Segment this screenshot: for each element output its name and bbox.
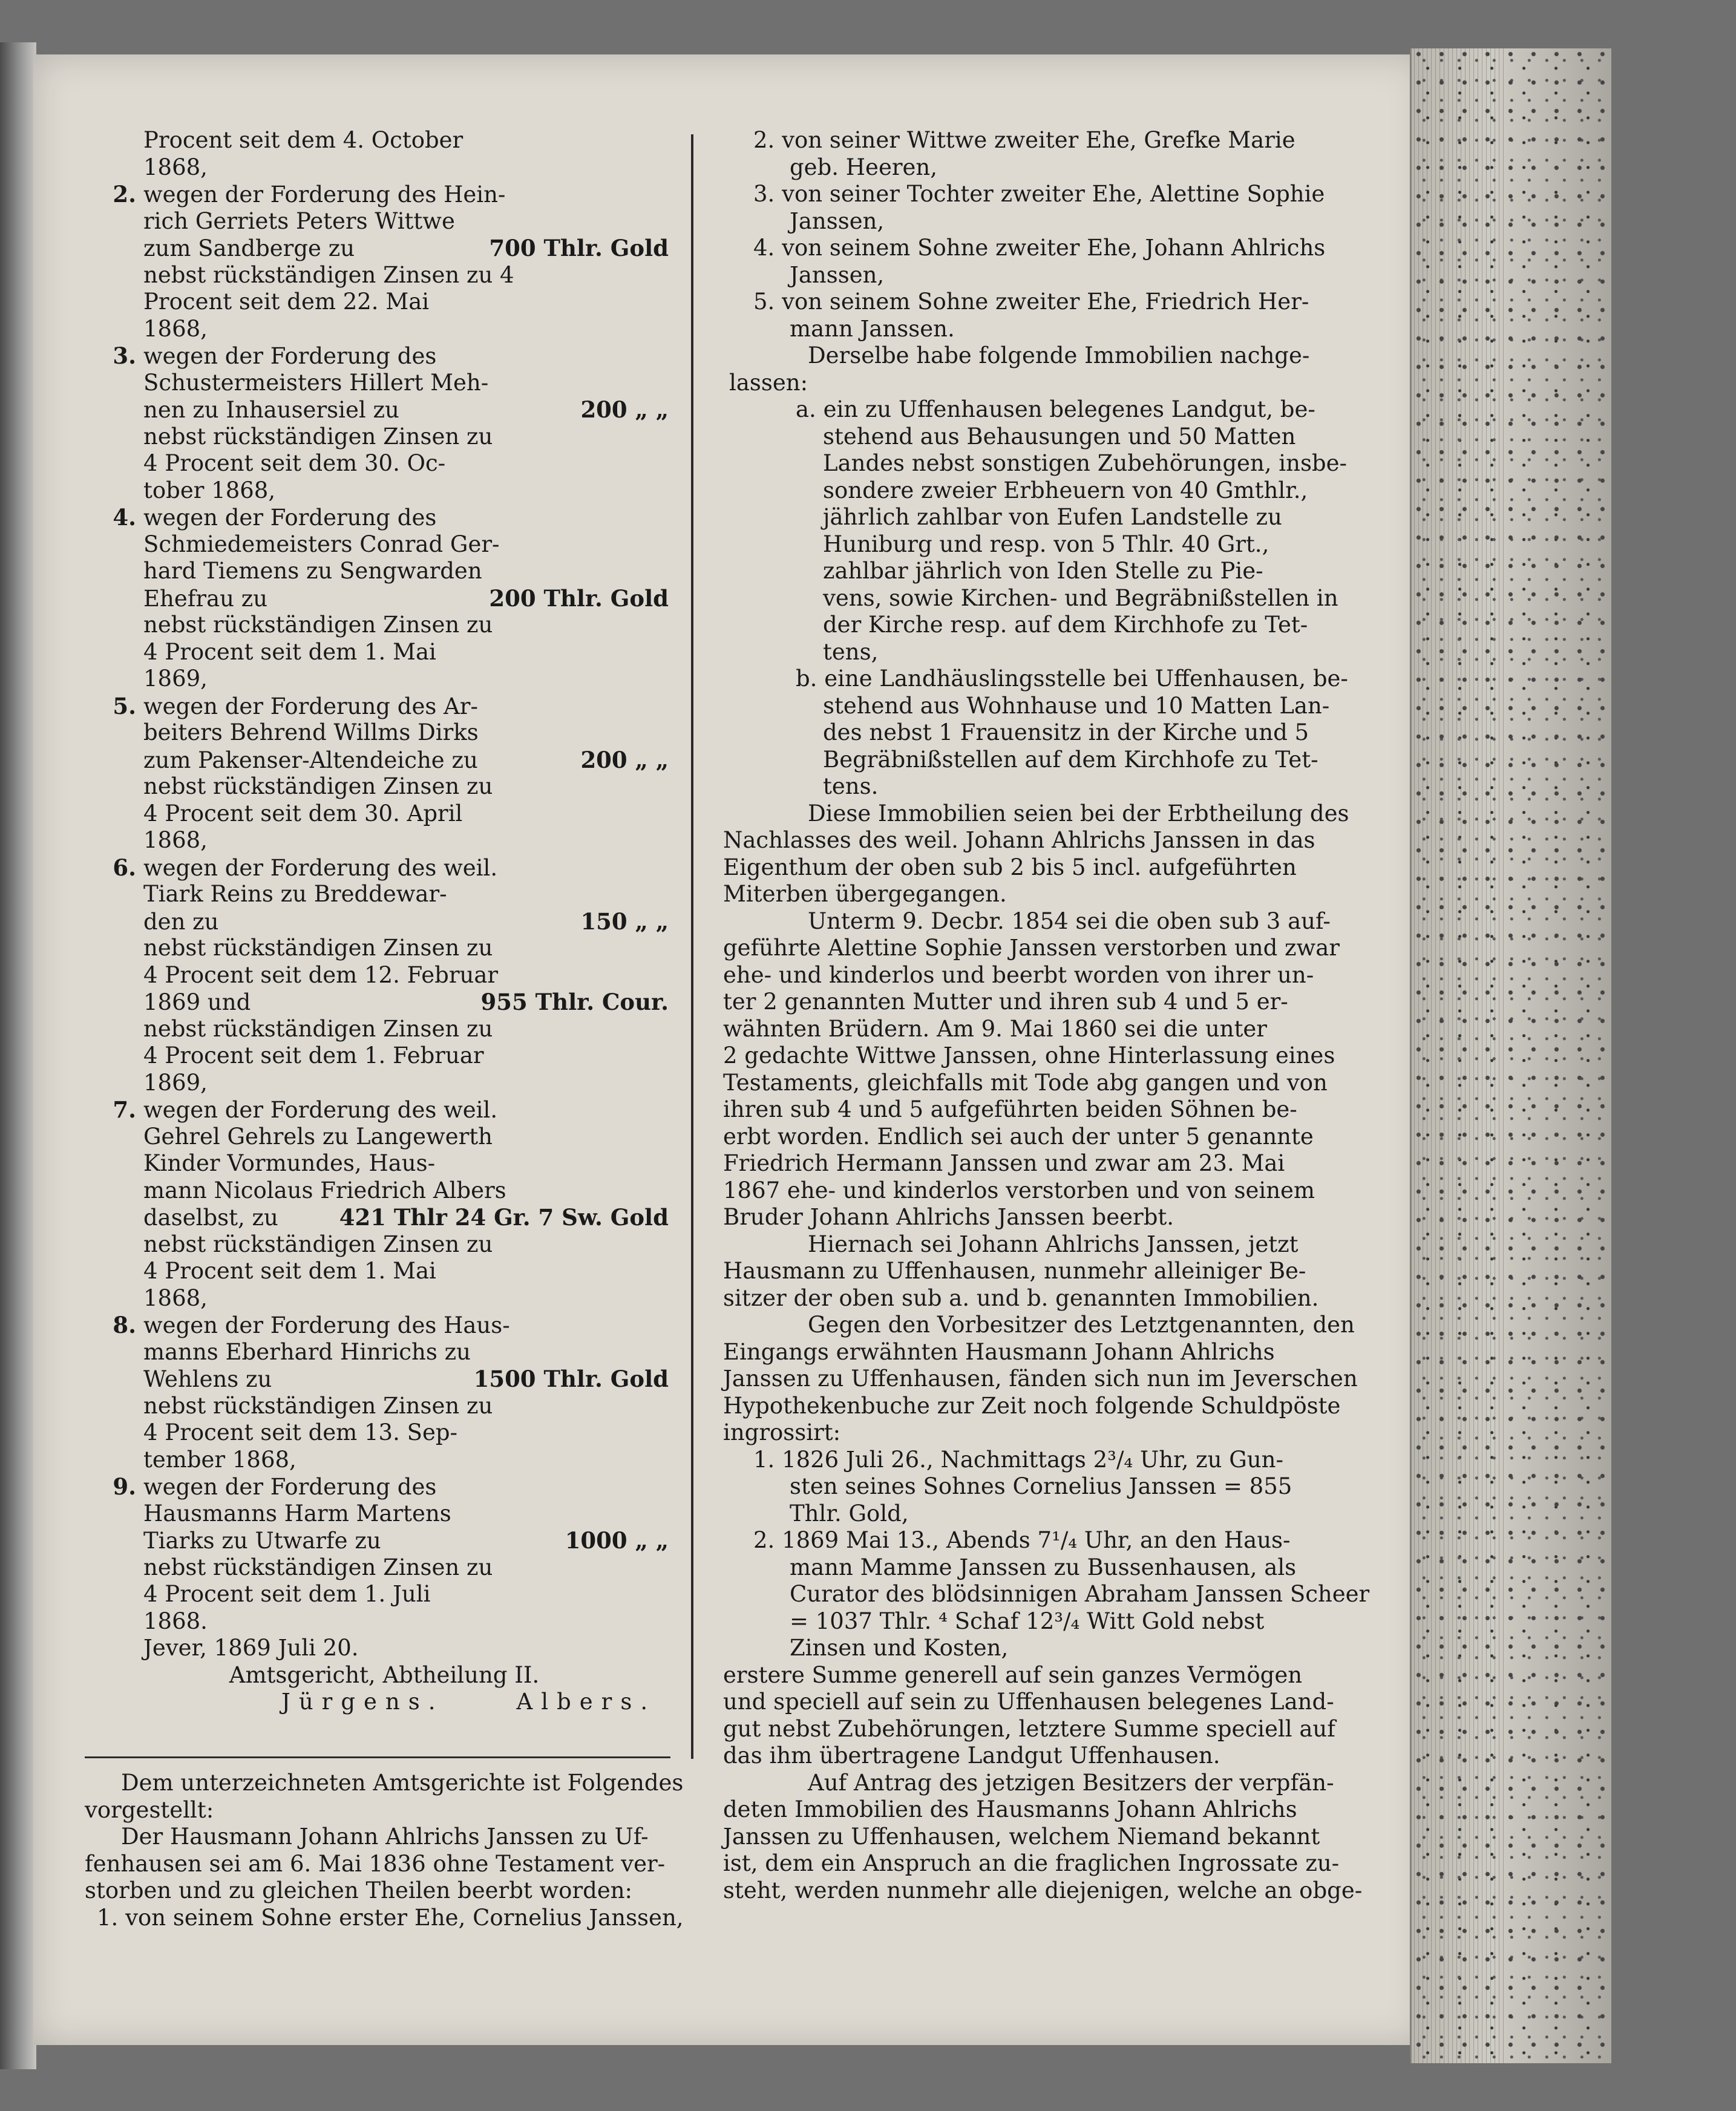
line-text: nebst rückständigen Zinsen zu [143, 773, 493, 799]
text-line [100, 1447, 669, 1474]
text-line: Landes nebst sonstigen Zubehörungen, insbe- [823, 450, 1348, 476]
text-line [100, 558, 669, 585]
line-text: nen zu Inhausersiel zu [143, 397, 399, 423]
line-text: 4 Procent seit dem 1. Juli [143, 1581, 431, 1607]
line-text: nebst rückständigen Zinsen zu [143, 935, 493, 961]
text-line: 1. von seinem Sohne erster Ehe, Cornelius Janssen, [97, 1904, 684, 1931]
line-text: nebst rückständigen Zinsen zu [143, 1554, 493, 1580]
text-line [100, 1393, 669, 1420]
text-line: und speciell auf sein zu Uffenhausen belegenes Land- [723, 1689, 1334, 1715]
text-line [100, 854, 669, 882]
text-line [100, 531, 669, 558]
text-line: der Kirche resp. auf dem Kirchhofe zu Tet- [823, 612, 1308, 638]
text-line: Unterm 9. Decbr. 1854 sei die oben sub 3 auf- [808, 908, 1331, 934]
item-number: 2. [113, 181, 136, 208]
text-line: sten seines Sohnes Cornelius Janssen = 855 [790, 1473, 1292, 1499]
text-line [100, 908, 669, 935]
text-line: tens, [823, 638, 879, 665]
text-line [100, 585, 669, 612]
text-line [100, 504, 669, 531]
text-line: 4. von seinem Sohne zweiter Ehe, Johann Ahlrichs [753, 235, 1326, 261]
text-line: ter 2 genannten Mutter und ihren sub 4 und 5 er- [723, 989, 1288, 1015]
court-name: Amtsgericht, Abtheilung II. [229, 1661, 540, 1688]
right-column [723, 127, 1370, 1904]
line-text: wegen der Forderung des [143, 1474, 437, 1500]
text-line: Friedrich Hermann Janssen und zwar am 23. Mai [723, 1150, 1285, 1176]
text-line [100, 1258, 669, 1285]
amount: 150 „ „ [580, 908, 669, 935]
item-number: 7. [113, 1096, 136, 1123]
text-line [100, 1608, 669, 1635]
text-line: Eigenthum der oben sub 2 bis 5 incl. aufgeführten [723, 854, 1297, 880]
text-line: Janssen, [790, 261, 885, 288]
section-rule [85, 1756, 670, 1758]
line-text: nebst rückständigen Zinsen zu 4 [143, 261, 514, 288]
line-text: tober 1868, [143, 477, 276, 503]
text-line: 3. von seiner Tochter zweiter Ehe, Alettine Sophie [753, 181, 1325, 207]
line-text: Procent seit dem 22. Mai [143, 289, 430, 315]
item-number: 6. [113, 854, 136, 881]
text-line: a. ein zu Uffenhausen belegenes Landgut, be- [796, 396, 1315, 422]
text-line [100, 477, 669, 505]
line-text: 4 Procent seit dem 1. Februar [143, 1042, 484, 1069]
line-text: rich Gerriets Peters Wittwe [143, 208, 455, 234]
signatures [100, 1689, 669, 1716]
line-text: zum Pakenser-Altendeiche zu [143, 747, 478, 773]
text-line: das ihm übertragene Landgut Uffenhausen. [723, 1743, 1220, 1769]
line-text: mann Nicolaus Friedrich Albers [143, 1177, 506, 1203]
text-line: vens, sowie Kirchen- und Begräbnißstellen in [823, 584, 1338, 611]
text-line: Diese Immobilien seien bei der Erbtheilung des [808, 800, 1349, 826]
amount: 200 „ „ [580, 396, 669, 423]
text-line [100, 1124, 669, 1151]
line-text: wegen der Forderung des [143, 505, 437, 531]
text-line: 2. 1869 Mai 13., Abends 7¹/₄ Uhr, an den Haus- [753, 1527, 1291, 1553]
line-text: wegen der Forderung des [143, 343, 437, 369]
text-line: steht, werden nunmehr alle diejenigen, welche an obge- [723, 1877, 1363, 1903]
text-line: stehend aus Behausungen und 50 Matten [823, 423, 1296, 450]
line-text: 1868, [143, 827, 208, 853]
line-text: 1869, [143, 666, 208, 692]
line-text: nebst rückständigen Zinsen zu [143, 612, 493, 638]
text-line: Nachlasses des weil. Johann Ahlrichs Janssen in das [723, 827, 1315, 853]
item-number: 3. [113, 342, 136, 369]
text-line [100, 719, 669, 747]
text-line: 5. von seinem Sohne zweiter Ehe, Friedrich Her- [753, 289, 1309, 315]
text-line [100, 1527, 669, 1554]
text-line [100, 639, 669, 666]
text-line [100, 747, 669, 774]
line-text: daselbst, zu [143, 1205, 278, 1231]
line-text: 1868. [143, 1608, 208, 1634]
line-text: nebst rückständigen Zinsen zu [143, 1015, 493, 1042]
line-text: wegen der Forderung des Ar- [143, 693, 478, 719]
text-line: Begräbnißstellen auf dem Kirchhofe zu Tet- [823, 746, 1318, 773]
text-line [100, 370, 669, 397]
text-line: tens. [823, 773, 879, 799]
line-text: 4 Procent seit dem 30. April [143, 800, 463, 826]
book-left-edge [0, 42, 36, 2069]
text-line [100, 1285, 669, 1312]
text-line [100, 773, 669, 800]
text-line [100, 235, 669, 262]
line-text: Kinder Vormundes, Haus- [143, 1150, 436, 1176]
line-text: 4 Procent seit dem 1. Mai [143, 1258, 436, 1284]
text-line [100, 1473, 669, 1501]
text-line: jährlich zahlbar von Eufen Landstelle zu [823, 504, 1282, 530]
text-line: stehend aus Wohnhause und 10 Matten Lan- [823, 692, 1330, 719]
text-line: geführte Alettine Sophie Janssen verstorben und zwar [723, 935, 1340, 961]
text-line: ehe- und kinderlos und beerbt worden von ihrer un- [723, 961, 1314, 988]
text-line [100, 1312, 669, 1339]
line-text: Tiarks zu Utwarfe zu [143, 1528, 381, 1554]
text-line: 1. 1826 Juli 26., Nachmittags 2³/₄ Uhr, zu Gun- [753, 1446, 1283, 1473]
text-line [100, 1204, 669, 1231]
text-line [100, 1096, 669, 1124]
amount: 1500 Thlr. Gold [473, 1366, 669, 1392]
text-line [100, 989, 669, 1016]
text-line: gut nebst Zubehörungen, letztere Summe speciell auf [723, 1715, 1335, 1742]
text-line: mann Janssen. [790, 315, 955, 342]
text-line: zahlbar jährlich von Iden Stelle zu Pie- [823, 558, 1263, 584]
line-text: 4 Procent seit dem 30. Oc- [143, 450, 446, 476]
amount: 1000 „ „ [565, 1527, 669, 1554]
line-text: wegen der Forderung des Hein- [143, 182, 506, 208]
text-line: ist, dem ein Anspruch an die fraglichen Ingrossate zu- [723, 1850, 1340, 1876]
text-line: lassen: [729, 369, 808, 396]
line-text: nebst rückständigen Zinsen zu [143, 423, 493, 450]
item-number: 5. [113, 692, 136, 719]
line-text: 1869, [143, 1069, 208, 1096]
text-line [100, 289, 669, 316]
line-text: manns Eberhard Hinrichs zu [143, 1338, 471, 1365]
line-text: Schmiedemeisters Conrad Ger- [143, 531, 500, 557]
line-text: Procent seit dem 4. October [143, 127, 463, 153]
text-line [100, 127, 669, 154]
bottom-left-notice [85, 1770, 684, 1931]
text-line [100, 396, 669, 424]
text-line: erbt worden. Endlich sei auch der unter 5 genannte [723, 1123, 1314, 1150]
text-line: Eingangs erwähnten Hausmann Johann Ahlrichs [723, 1338, 1275, 1365]
text-line: Hausmann zu Uffenhausen, nunmehr alleiniger Be- [723, 1258, 1306, 1284]
text-line [100, 1501, 669, 1528]
text-line [100, 800, 669, 828]
text-line: Dem unterzeichneten Amtsgerichte ist Folgendes [121, 1770, 684, 1796]
text-line [100, 316, 669, 343]
line-text: 4 Procent seit dem 13. Sep- [143, 1419, 458, 1445]
text-line: Huniburg und resp. von 5 Thlr. 40 Grt., [823, 531, 1269, 557]
text-line [100, 1366, 669, 1393]
item-number: 8. [113, 1312, 136, 1338]
text-line: 2 gedachte Wittwe Janssen, ohne Hinterlassung eines [723, 1042, 1335, 1069]
text-line: Bruder Johann Ahlrichs Janssen beerbt. [723, 1204, 1174, 1230]
text-line: wähnten Brüdern. Am 9. Mai 1860 sei die unter [723, 1015, 1267, 1042]
line-text: 1868, [143, 315, 208, 342]
line-text: Schustermeisters Hillert Meh- [143, 369, 489, 396]
text-line [100, 1070, 669, 1097]
line-text: zum Sandberge zu [143, 235, 355, 261]
text-line [100, 262, 669, 289]
line-text: 4 Procent seit dem 1. Mai [143, 638, 436, 665]
text-line [100, 181, 669, 208]
text-line: Curator des blödsinnigen Abraham Janssen Scheer [790, 1581, 1370, 1607]
line-text: Wehlens zu [143, 1366, 272, 1392]
amount: 200 Thlr. Gold [489, 584, 669, 612]
text-line [100, 1177, 669, 1205]
text-line: des nebst 1 Frauensitz in der Kirche und 5 [823, 719, 1309, 745]
text-line: Gegen den Vorbesitzer des Letztgenannten, den [808, 1312, 1355, 1338]
text-line [100, 612, 669, 639]
text-line [100, 1419, 669, 1447]
line-text: 1869 und [143, 989, 251, 1015]
line-text: 1868, [143, 1285, 208, 1311]
text-line: Hypothekenbuche zur Zeit noch folgende Schuldpöste [723, 1392, 1341, 1419]
line-text: nebst rückständigen Zinsen zu [143, 1231, 493, 1257]
text-line [100, 1554, 669, 1582]
text-line: Janssen, [790, 208, 885, 234]
signature-juergens: Jürgens. [281, 1689, 444, 1715]
line-text: hard Tiemens zu Sengwarden [143, 558, 482, 584]
line-text: Ehefrau zu [143, 585, 268, 612]
text-line: Janssen zu Uffenhausen, welchem Niemand bekannt [723, 1823, 1320, 1850]
text-line [100, 450, 669, 477]
text-line: = 1037 Thlr. ⁴ Schaf 12³/₄ Witt Gold nebst [790, 1608, 1265, 1634]
amount: 700 Thlr. Gold [489, 235, 669, 261]
line-text: wegen der Forderung des weil. [143, 1097, 498, 1123]
text-line: 1867 ehe- und kinderlos verstorben und von seinem [723, 1177, 1315, 1203]
text-line: 2. von seiner Wittwe zweiter Ehe, Grefke Marie [753, 127, 1295, 153]
text-line: Derselbe habe folgende Immobilien nachge- [808, 342, 1310, 368]
text-line [100, 962, 669, 989]
line-text: 1868, [143, 154, 208, 180]
text-line [100, 424, 669, 451]
text-line [100, 935, 669, 962]
line-text: nebst rückständigen Zinsen zu [143, 1392, 493, 1419]
line-text: wegen der Forderung des weil. [143, 854, 498, 881]
text-line [100, 827, 669, 854]
text-line: geb. Heeren, [790, 154, 938, 180]
text-line: deten Immobilien des Hausmanns Johann Ahlrichs [723, 1796, 1297, 1822]
text-line: vorgestellt: [85, 1796, 214, 1823]
text-line: fenhausen sei am 6. Mai 1836 ohne Testament ver- [85, 1850, 666, 1877]
text-line: Janssen zu Uffenhausen, fänden sich nun im Jeverschen [723, 1366, 1358, 1392]
line-text: Tiark Reins zu Breddewar- [143, 881, 447, 907]
text-line [100, 666, 669, 693]
text-line: Testaments, gleichfalls mit Tode abg gangen und von [723, 1069, 1328, 1096]
amount: 200 „ „ [580, 746, 669, 773]
page-stack-lines [1410, 48, 1507, 2063]
line-text: den zu [143, 908, 219, 935]
text-line: Zinsen und Kosten, [790, 1635, 1009, 1661]
text-line [100, 881, 669, 908]
text-line [100, 1231, 669, 1258]
line-text: Hausmanns Harm Martens [143, 1500, 451, 1527]
text-line: Miterben übergegangen. [723, 881, 1007, 907]
text-line: Der Hausmann Johann Ahlrichs Janssen zu Uf- [121, 1824, 649, 1850]
amount: 955 Thlr. Cour. [480, 989, 669, 1015]
text-line: ingrossirt: [723, 1419, 841, 1445]
left-column [100, 127, 669, 1716]
amount: 421 Thlr 24 Gr. 7 Sw. Gold [339, 1204, 669, 1231]
line-text: beiters Behrend Willms Dirks [143, 719, 479, 745]
text-line: ihren sub 4 und 5 aufgeführten beiden Söhnen be- [723, 1096, 1297, 1122]
text-line: sitzer der oben sub a. und b. genannten Immobilien. [723, 1285, 1319, 1311]
text-line: mann Mamme Janssen zu Bussenhausen, als [790, 1554, 1297, 1580]
text-line: Hiernach sei Johann Ahlrichs Janssen, jetzt [808, 1231, 1299, 1257]
text-line [100, 1581, 669, 1608]
item-number: 4. [113, 504, 136, 531]
signature-albers: Albers. [516, 1689, 657, 1715]
text-line [100, 693, 669, 720]
place-date: Jever, 1869 Juli 20. [143, 1635, 359, 1661]
text-line [100, 1016, 669, 1043]
text-line [100, 1339, 669, 1366]
text-line [100, 342, 669, 370]
text-line [100, 1150, 669, 1177]
column-divider [691, 134, 693, 1759]
text-line [100, 208, 669, 235]
item-number: 9. [113, 1473, 136, 1500]
text-line [100, 154, 669, 182]
text-line: erstere Summe generell auf sein ganzes Vermögen [723, 1661, 1303, 1688]
line-text: tember 1868, [143, 1446, 296, 1473]
line-text: Gehrel Gehrels zu Langewerth [143, 1123, 493, 1150]
text-line: b. eine Landhäuslingsstelle bei Uffenhausen, be- [796, 666, 1348, 692]
line-text: wegen der Forderung des Haus- [143, 1312, 510, 1338]
text-line: Auf Antrag des jetzigen Besitzers der verpfän- [808, 1769, 1334, 1796]
line-text: 4 Procent seit dem 12. Februar [143, 961, 499, 988]
text-line: storben und zu gleichen Theilen beerbt worden: [85, 1877, 633, 1903]
text-line: sondere zweier Erbheuern von 40 Gmthlr., [823, 477, 1308, 503]
text-line: Thlr. Gold, [790, 1500, 909, 1527]
text-line [100, 1042, 669, 1070]
